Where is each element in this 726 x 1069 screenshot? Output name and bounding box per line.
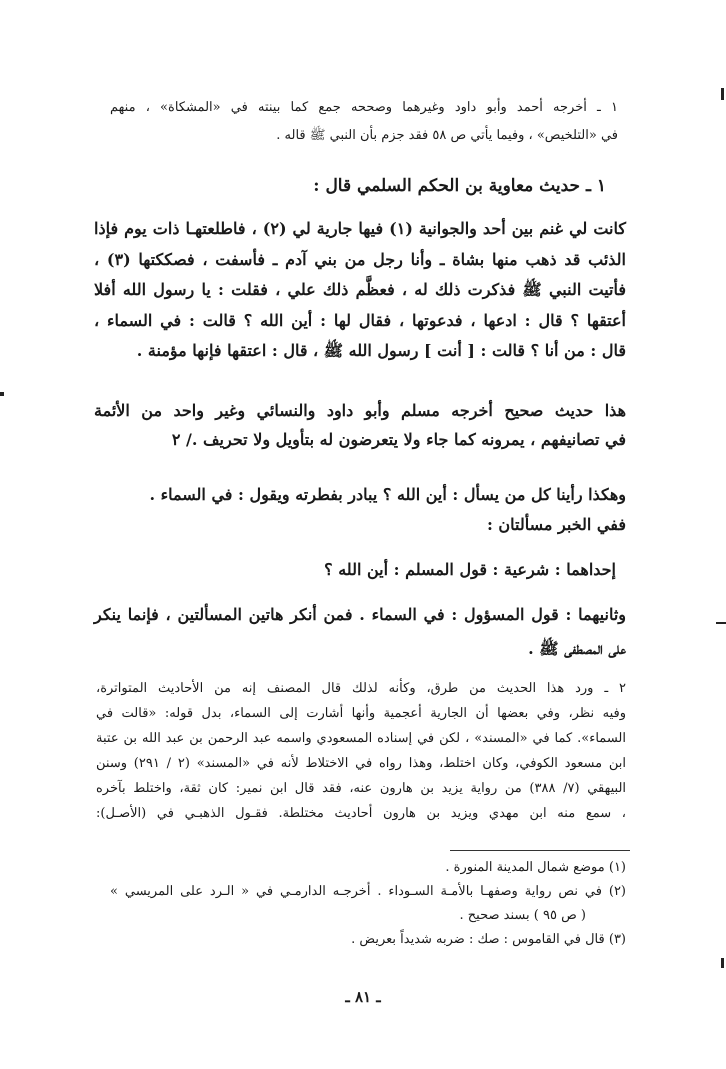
- hadith-heading: ١ ـ حديث معاوية بن الحكم السلمي قال :: [313, 176, 606, 196]
- footnote-3: (٣) قال في القاموس : صك : ضربه شديداً بعريض .: [351, 932, 626, 947]
- text-line: هذا حديث صحيح أخرجه مسلم وأبو داود والنسائي وغير واحد من الأئمة: [94, 401, 627, 420]
- hadith-text: [94, 214, 626, 367]
- text-line: ، سمع منه ابن مهدي ويزيد بن هارون أحاديث مختلطة. فقـول الذهبـي في (الأصـل):: [96, 806, 626, 821]
- text-line: وثانيهما : قول المسؤول : في السماء . فمن أنكر هاتين المسألتين ، فإنما ينكر: [94, 605, 626, 624]
- text-line: ٢ ـ ورد هذا الحديث من طرق، وكأنه لذلك قال المصنف إنه من الأحاديث المتواترة،: [96, 681, 626, 696]
- text-line: على المصطفى ﷺ .: [528, 639, 626, 658]
- footnote-1: (١) موضع شمال المدينة المنورة .: [445, 860, 626, 875]
- footnote-2: (٢) في نص رواية وصفهـا بالأمـة السـوداء . أخرجـه الدارمـي في « الـرد على المريسي »: [110, 884, 626, 899]
- text-line: السماء». كما في «المسند» ، لكن في إسناده المسعودي واسمه عبد الرحمن بن عبد الله بن عتبة: [96, 731, 626, 746]
- text-line: وهكذا رأينا كل من يسأل : أين الله ؟ يبادر بفطرته ويقول : في السماء .: [149, 485, 626, 504]
- second-issue-paragraph: [94, 598, 626, 666]
- text-line: وفيه نظر، وفي بعضها أن الجارية أعجمية وأنها أشارت إلى السماء، بدل قوله: «قالت في: [96, 706, 626, 721]
- text-line: فأتيت النبي ﷺ فذكرت ذلك له ، فعظَّم ذلك علي ، فقلت : يا رسول الله أفلا: [94, 280, 626, 299]
- authentication-paragraph: [94, 396, 626, 454]
- footnotes: [110, 856, 626, 952]
- text-line: ابن مسعود الكوفي، وكان اختلط، وهذا رواه في الاختلاط لأنه في «المسند» (٢ / ٢٩١) وسنن: [96, 756, 626, 771]
- text-line: قال : من أنا ؟ قالت : [ أنت ] رسول الله ﷺ ، قال : اعتقها فإنها مؤمنة .: [136, 341, 626, 360]
- text-line: ١ ـ أخرجه أحمد وأبو داود وغيرهما وصححه جمع كما بينته في «المشكاة» ، منهم: [110, 100, 618, 115]
- text-line: في «التلخيص» ، وفيما يأتي ص ٥٨ فقد جزم بأن النبي ﷺ قاله .: [276, 128, 618, 143]
- footnote-2-cont: ( ص ٩٥ ) بسند صحيح .: [459, 908, 586, 923]
- top-footnote-continuation: [110, 94, 618, 150]
- text-line: في تصانيفهم ، يمرونه كما جاء ولا يتعرضون له بتأويل ولا تحريف ./ ٢: [171, 430, 626, 449]
- footnote-separator: [450, 850, 630, 851]
- scan-mark-left: [0, 392, 4, 396]
- page-number: ـ ٨١ ـ: [345, 988, 381, 1006]
- scan-mark-right-low: [721, 958, 724, 968]
- text-line: ففي الخبر مسألتان :: [486, 515, 626, 534]
- scan-mark-top-right: [721, 88, 724, 100]
- scan-mark-right-mid: [716, 622, 726, 624]
- text-line: البيهقي (٧/ ٣٨٨) من رواية يزيد بن هارون عنه، فقد قال ابن نمير: كان ثقة، واختلط بآخره: [96, 781, 627, 796]
- text-line: الذئب قد ذهب منها بشاة ـ وأنا رجل من بني آدم ـ فأسفت ، فصككتها (٣) ،: [94, 249, 626, 269]
- text-line: كانت لي غنم بين أحد والجوانية (١) فيها جارية لي (٢) ، فاطلعتهـا ذات يوم فإذا: [94, 219, 626, 238]
- editor-note-2: [96, 676, 626, 826]
- text-line: أعتقها ؟ قال : ادعها ، فدعوتها ، فقال لها : أين الله ؟ قالت : في السماء ،: [94, 310, 626, 330]
- first-issue-line: إحداهما : شرعية : قول المسلم : أين الله ؟: [324, 560, 616, 579]
- two-issues-paragraph: [140, 480, 626, 540]
